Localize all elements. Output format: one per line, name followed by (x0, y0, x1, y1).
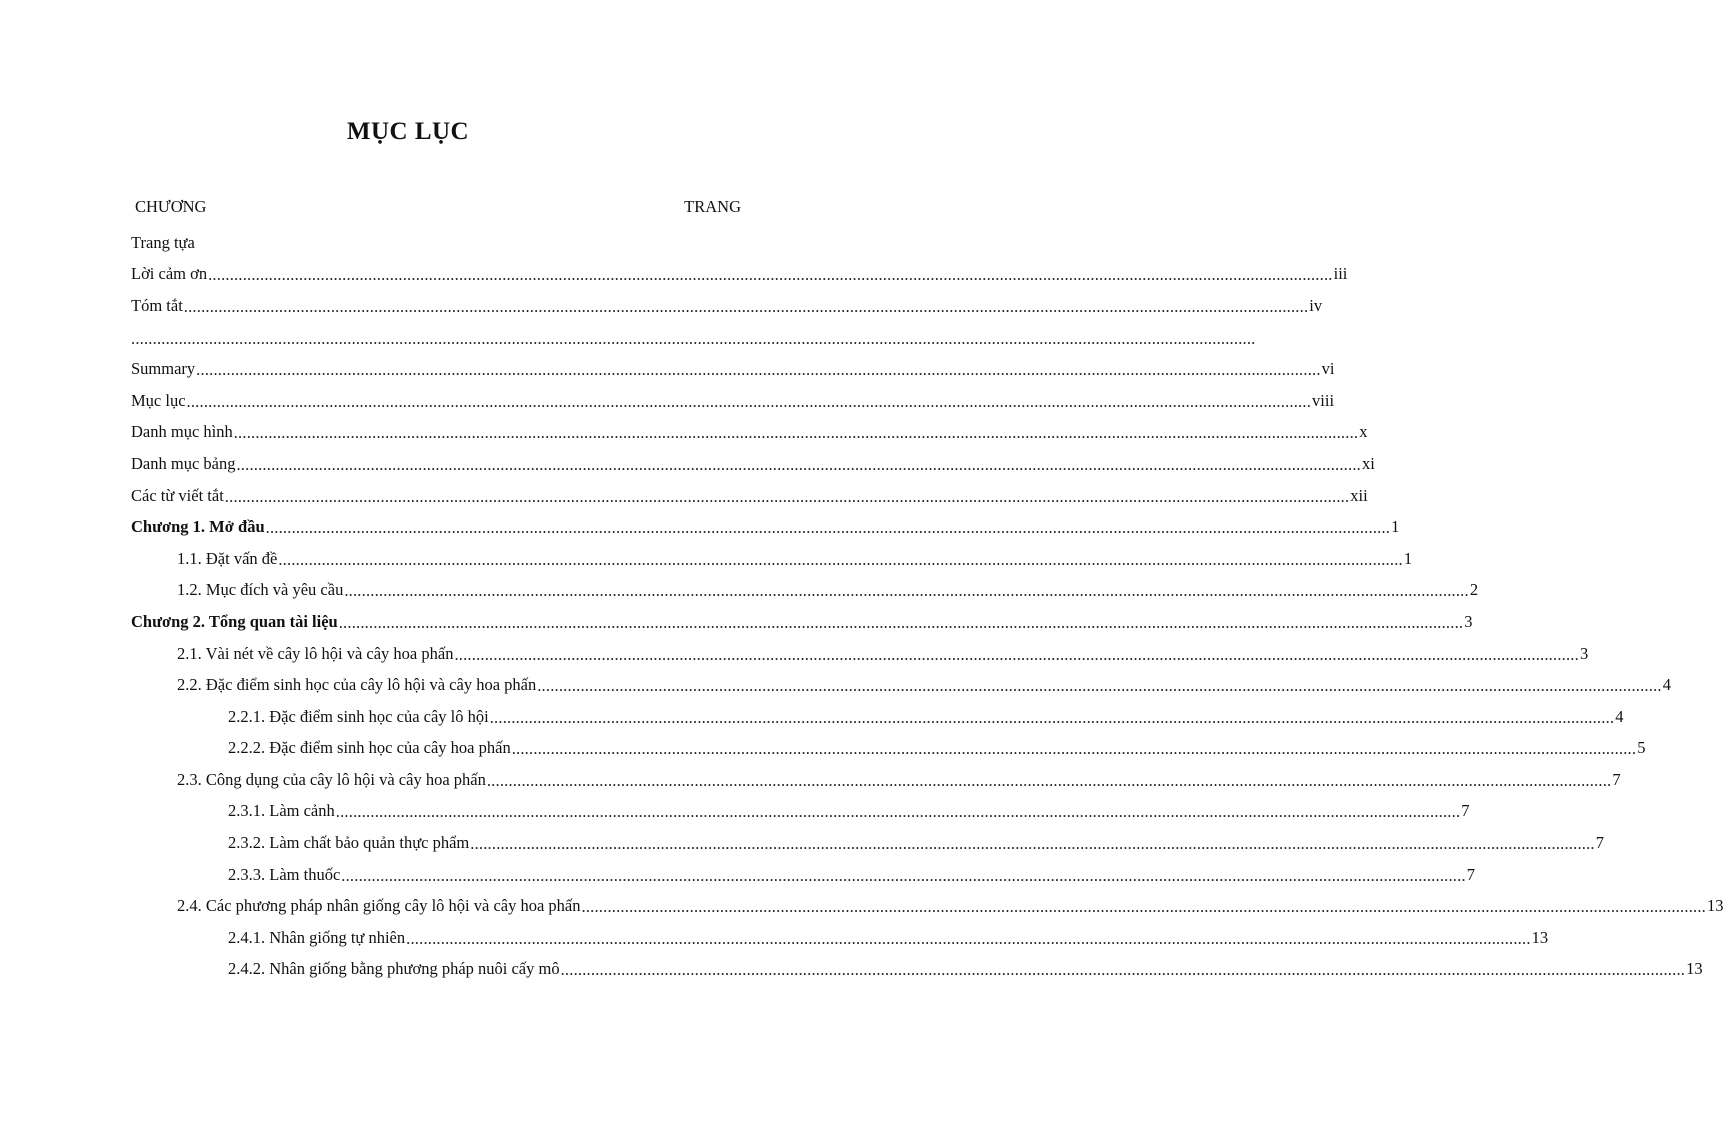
toc-entry-page-number: 7 (1466, 864, 1476, 884)
toc-entry[interactable] (131, 448, 1375, 480)
dot-leader: .................................................................................................................................................................................................................................................................... (338, 612, 1464, 632)
toc-entry[interactable] (131, 859, 1476, 891)
toc-entry[interactable] (131, 638, 1589, 670)
toc-entry-page-number: 7 (1595, 833, 1604, 853)
dot-leader: .................................................................................................................................................................................................................................................................... (470, 834, 1595, 854)
toc-entry-label: Danh mục bảng (131, 453, 236, 473)
toc-entry[interactable] (131, 322, 1256, 354)
toc-entry[interactable] (131, 922, 1549, 954)
toc-entry-page-number: 13 (1531, 927, 1549, 947)
dot-leader: .................................................................................................................................................................................................................................................................... (560, 960, 1686, 980)
dot-leader: .................................................................................................................................................................................................................................................................... (344, 581, 1469, 601)
dot-leader: .................................................................................................................................................................................................................................................................... (131, 328, 1256, 348)
toc-entry-page-number: 1 (1403, 548, 1413, 568)
toc-entry-label: 2.4.1. Nhân giống tự nhiên (228, 927, 406, 947)
toc-entry-label: Lời cảm ơn (131, 264, 208, 284)
toc-entry-label: 2.2. Đặc điểm sinh học của cây lô hội và cây hoa phấn (177, 675, 537, 695)
toc-entry-label: 2.3. Công dụng của cây lô hội và cây hoa phấn (177, 769, 486, 789)
toc-entry-label: 2.4.2. Nhân giống bằng phương pháp nuôi cấy mô (228, 959, 560, 979)
toc-entry-page-number: 13 (1707, 896, 1724, 916)
dot-leader: .................................................................................................................................................................................................................................................................... (406, 928, 1531, 948)
dot-leader: .................................................................................................................................................................................................................................................................... (511, 739, 1637, 759)
toc-entry-label: 2.2.1. Đặc điểm sinh học của cây lô hội (228, 706, 489, 726)
toc-entry-label: 2.2.2. Đặc điểm sinh học của cây hoa phấn (228, 738, 511, 758)
toc-entry[interactable] (131, 417, 1368, 449)
dot-leader: .................................................................................................................................................................................................................................................................... (486, 770, 1612, 790)
toc-entry-label: 2.4. Các phương pháp nhân giống cây lô hội và cây hoa phấn (177, 896, 581, 916)
toc-entry-page-number: 3 (1579, 643, 1589, 663)
toc-entry[interactable] (131, 227, 721, 259)
toc-entry-label: Các từ viết tắt (131, 485, 224, 505)
toc-entry[interactable] (131, 827, 1604, 859)
dot-leader: .................................................................................................................................................................................................................................................................... (454, 644, 1579, 664)
toc-entry-page-number: 3 (1464, 611, 1473, 631)
dot-leader: .................................................................................................................................................................................................................................................................... (208, 265, 1333, 285)
toc-entry-page-number: 13 (1686, 959, 1703, 979)
toc-entry-page-number: 2 (1469, 580, 1479, 600)
chapter-column-label: CHƯƠNG (135, 197, 207, 216)
toc-entry-label: Chương 1. Mở đầu (131, 517, 265, 537)
toc-entry-page-number: xii (1350, 485, 1368, 505)
dot-leader: .................................................................................................................................................................................................................................................................... (489, 707, 1615, 727)
toc-entry-label: Mục lục (131, 390, 186, 410)
toc-entry-label: Summary (131, 359, 196, 379)
toc-entry[interactable] (131, 669, 1671, 701)
toc-entry-label: 2.3.2. Làm chất bảo quản thực phẩm (228, 833, 470, 853)
toc-entry[interactable] (131, 764, 1621, 796)
toc-entry[interactable] (131, 259, 1348, 291)
toc-entry-label: 2.1. Vài nét về cây lô hội và cây hoa phấn (177, 643, 454, 663)
toc-entry-page-number: 7 (1461, 801, 1470, 821)
toc-entry[interactable] (131, 701, 1624, 733)
dot-leader: .................................................................................................................................................................................................................................................................... (581, 897, 1706, 917)
toc-header (135, 197, 741, 219)
toc-entry-page-number: x (1359, 422, 1368, 442)
toc-entry-page-number: 4 (1615, 706, 1624, 726)
toc-entry-page-number: iii (1333, 264, 1348, 284)
toc-entry-page-number: xi (1361, 453, 1375, 473)
toc-entry-page-number: vi (1321, 359, 1335, 379)
dot-leader: .................................................................................................................................................................................................................................................................... (335, 802, 1461, 822)
table-of-contents (131, 227, 1724, 985)
toc-entry[interactable] (131, 954, 1703, 986)
toc-entry-page-number: viii (1312, 390, 1335, 410)
toc-entry[interactable] (131, 290, 1323, 322)
toc-entry-label: Danh mục hình (131, 422, 233, 442)
toc-entry-label: 1.1. Đặt vấn đề (177, 548, 278, 568)
dot-leader: .................................................................................................................................................................................................................................................................... (183, 296, 1309, 316)
dot-leader: .................................................................................................................................................................................................................................................................... (278, 549, 1403, 569)
page-title: MỤC LỤC (346, 118, 470, 145)
dot-leader: .................................................................................................................................................................................................................................................................... (265, 518, 1391, 538)
dot-leader: .................................................................................................................................................................................................................................................................... (186, 391, 1312, 411)
toc-entry[interactable] (131, 480, 1368, 512)
toc-entry-label: Tóm tắt (131, 295, 183, 315)
dot-leader: .................................................................................................................................................................................................................................................................... (196, 360, 1321, 380)
toc-entry-page-number: 5 (1637, 738, 1646, 758)
dot-leader: .................................................................................................................................................................................................................................................................... (537, 676, 1662, 696)
toc-entry-page-number: 7 (1612, 769, 1621, 789)
toc-entry[interactable] (131, 543, 1413, 575)
dot-leader: .................................................................................................................................................................................................................................................................... (233, 423, 1359, 443)
toc-entry-label: 1.2. Mục đích và yêu cầu (177, 580, 344, 600)
toc-entry-label: 2.3.1. Làm cảnh (228, 801, 335, 821)
toc-entry-label: Trang tựa (131, 232, 195, 252)
toc-entry[interactable] (131, 796, 1470, 828)
toc-entry[interactable] (131, 606, 1473, 638)
page-column-label: TRANG (684, 197, 741, 216)
toc-entry[interactable] (131, 385, 1335, 417)
toc-entry[interactable] (131, 353, 1335, 385)
toc-entry[interactable] (131, 511, 1400, 543)
dot-leader: .................................................................................................................................................................................................................................................................... (236, 454, 1361, 474)
toc-entry[interactable] (131, 733, 1646, 765)
dot-leader: .................................................................................................................................................................................................................................................................... (341, 865, 1466, 885)
dot-leader: .................................................................................................................................................................................................................................................................... (224, 486, 1350, 506)
toc-entry-label: 2.3.3. Làm thuốc (228, 864, 341, 884)
toc-entry-page-number: 4 (1662, 675, 1671, 695)
toc-entry-page-number: iv (1309, 295, 1323, 315)
toc-entry-page-number: 1 (1391, 517, 1400, 537)
toc-entry[interactable] (131, 575, 1479, 607)
toc-entry[interactable] (131, 890, 1724, 922)
toc-entry-label: Chương 2. Tổng quan tài liệu (131, 611, 338, 631)
